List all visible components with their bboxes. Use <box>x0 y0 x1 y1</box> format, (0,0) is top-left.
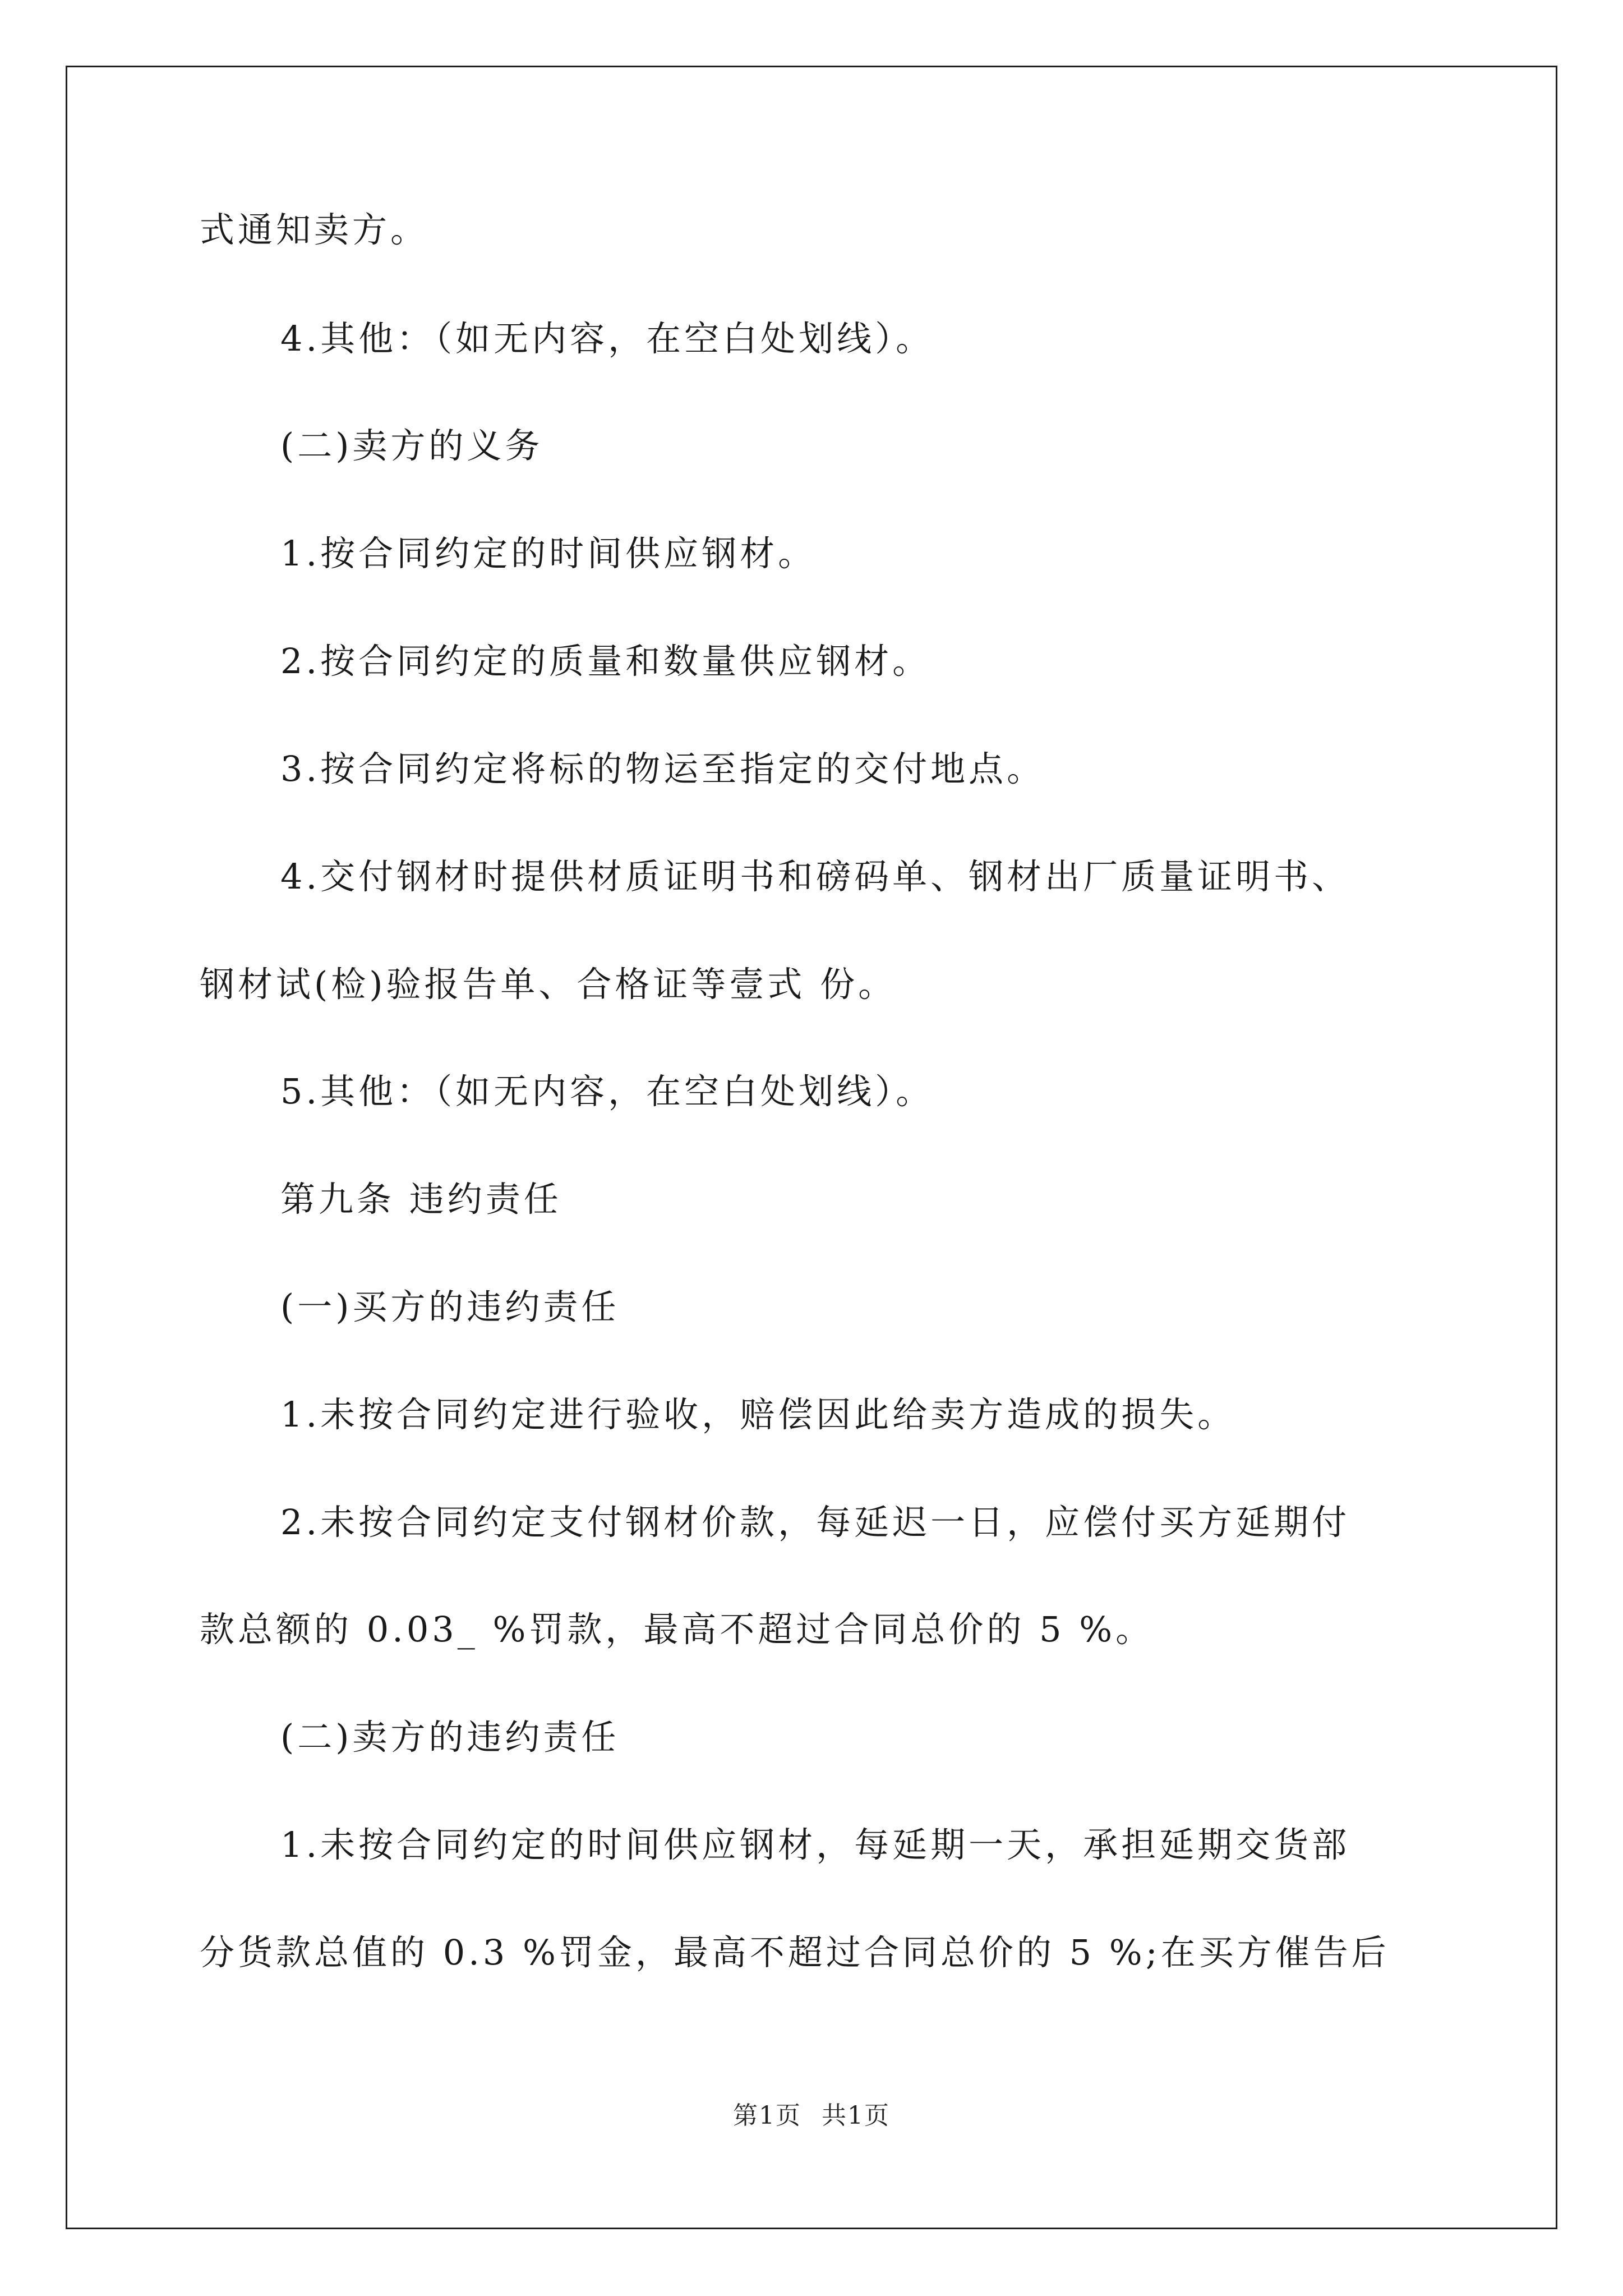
paragraph-line: 1.按合同约定的时间供应钢材。 <box>280 533 817 574</box>
page-number: 第1页 <box>733 2101 801 2130</box>
paragraph-line: 分货款总值的 0.3 %罚金，最高不超过合同总价的 5 %;在买方催告后 <box>200 1932 1390 1973</box>
section-heading: (二)卖方的违约责任 <box>280 1717 620 1757</box>
paragraph-line: 5.其他：（如无内容，在空白处划线）。 <box>280 1071 934 1112</box>
paragraph-line: 3.按合同约定将标的物运至指定的交付地点。 <box>280 748 1045 789</box>
page-border <box>66 66 1557 2229</box>
section-heading: (一)买方的违约责任 <box>280 1286 620 1327</box>
paragraph-line: 2.未按合同约定支付钢材价款，每延迟一日，应偿付买方延期付 <box>280 1502 1350 1543</box>
paragraph-line: 式通知卖方。 <box>200 209 429 250</box>
page-total: 共1页 <box>822 2101 890 2130</box>
paragraph-line: 1.未按合同约定进行验收，赔偿因此给卖方造成的损失。 <box>280 1394 1236 1435</box>
paragraph-line: 款总额的 0.03_ %罚款，最高不超过合同总价的 5 %。 <box>200 1609 1154 1650</box>
page-footer <box>0 2095 1623 2131</box>
paragraph-line: 4.其他：（如无内容，在空白处划线）。 <box>280 318 934 359</box>
paragraph-line: 钢材试(检)验报告单、合格证等壹式 份。 <box>200 964 897 1005</box>
paragraph-line: 4.交付钢材时提供材质证明书和磅码单、钢材出厂质量证明书、 <box>280 856 1350 897</box>
paragraph-line: 2.按合同约定的质量和数量供应钢材。 <box>280 641 931 682</box>
article-heading: 第九条 违约责任 <box>280 1179 562 1220</box>
paragraph-line: 1.未按合同约定的时间供应钢材，每延期一天，承担延期交货部 <box>280 1824 1350 1865</box>
section-heading: (二)卖方的义务 <box>280 425 543 466</box>
